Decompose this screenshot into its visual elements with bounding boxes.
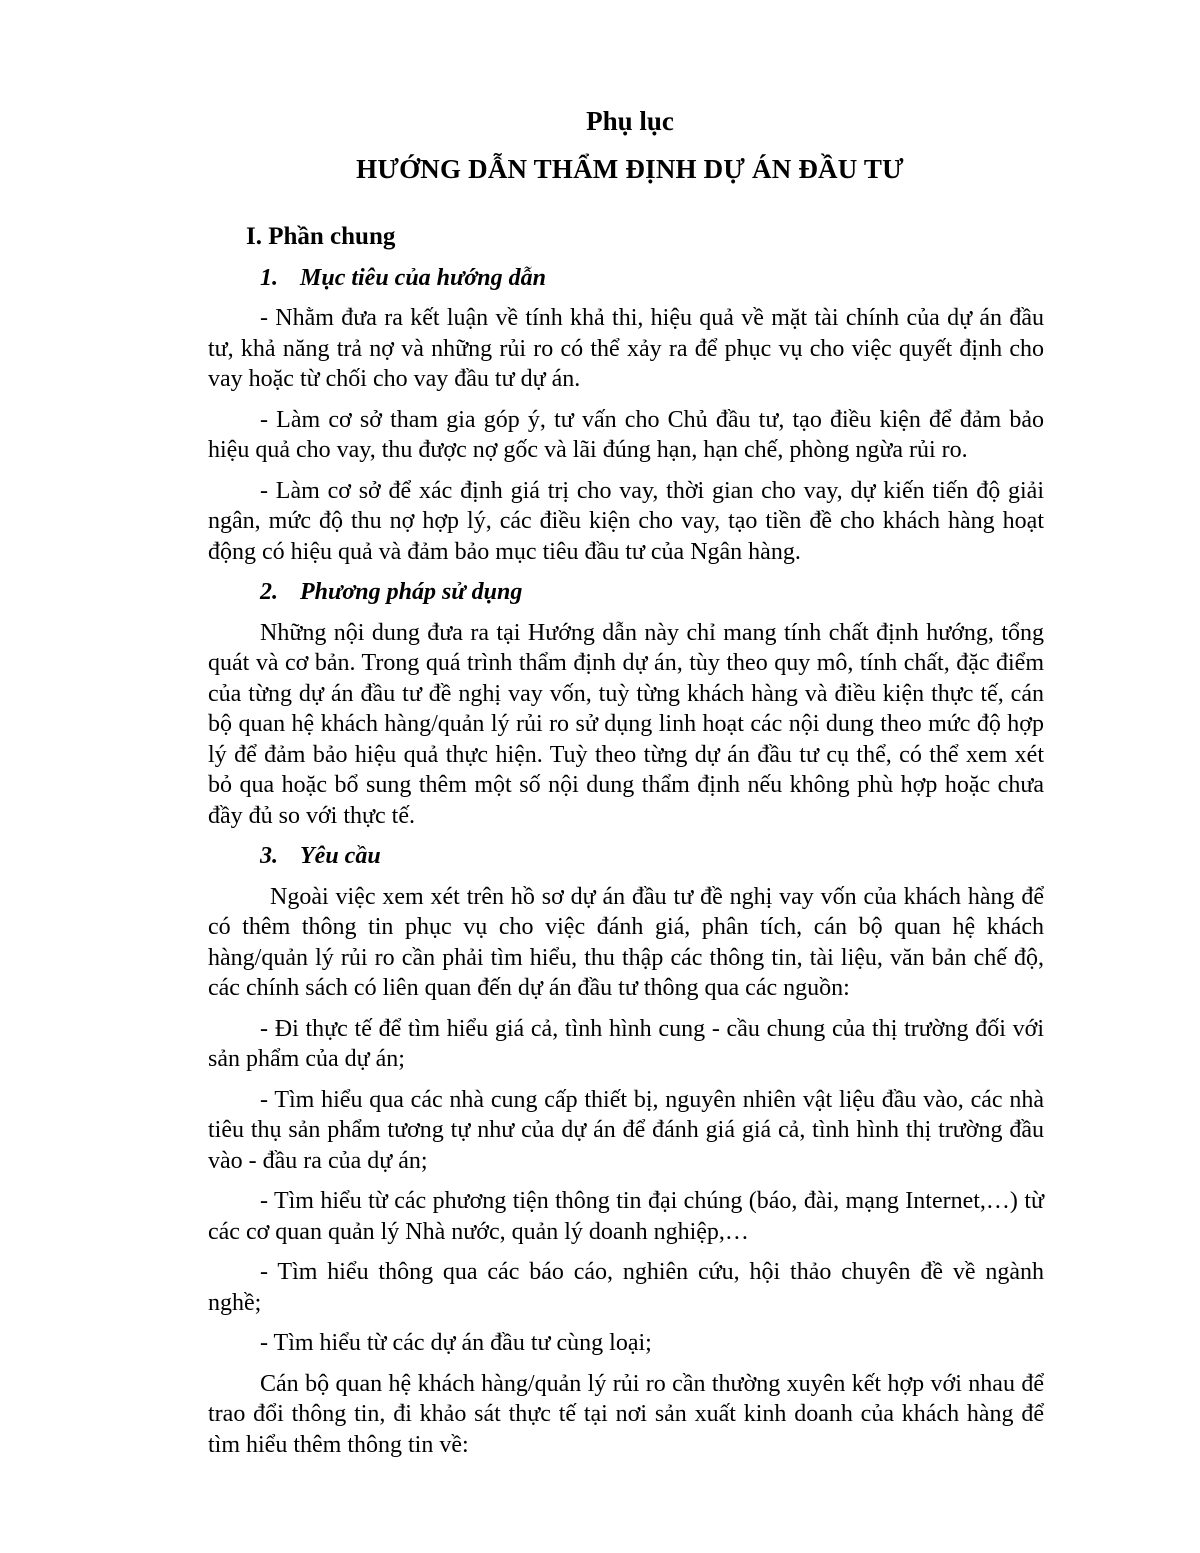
subsection-title: Phương pháp sử dụng <box>300 579 523 605</box>
subsection-number: 2. <box>260 579 278 605</box>
paragraph: - Làm cơ sở tham gia góp ý, tư vấn cho Chủ đầu tư, tạo điều kiện để đảm bảo hiệu quả cho vay, thu được nợ gốc và lãi đúng hạn, hạn chế, phòng ngừa rủi ro. <box>208 406 1044 463</box>
paragraph: - Tìm hiểu qua các nhà cung cấp thiết bị, nguyên nhiên vật liệu đầu vào, các nhà tiêu thụ sản phẩm tương tự như của dự án để đánh giá giá cả, tình hình thị trường đầu vào - đầu ra của dự án; <box>208 1086 1044 1174</box>
subsection-title: Yêu cầu <box>300 843 381 869</box>
document-subtitle: HƯỚNG DẪN THẨM ĐỊNH DỰ ÁN ĐẦU TƯ <box>356 154 904 184</box>
paragraph: Cán bộ quan hệ khách hàng/quản lý rủi ro cần thường xuyên kết hợp với nhau để trao đổi thông tin, đi khảo sát thực tế tại nơi sản xuất kinh doanh của khách hàng để tìm hiểu thêm thông tin về: <box>208 1370 1044 1458</box>
subsection-number: 3. <box>260 843 278 869</box>
section-heading: I. Phần chung <box>246 223 396 250</box>
document-title: Phụ lục <box>586 106 674 136</box>
paragraph: - Tìm hiểu từ các phương tiện thông tin đại chúng (báo, đài, mạng Internet,…) từ các cơ quan quản lý Nhà nước, quản lý doanh nghiệp,… <box>208 1188 1044 1245</box>
paragraph: - Tìm hiểu thông qua các báo cáo, nghiên cứu, hội thảo chuyên đề về ngành nghề; <box>208 1259 1044 1316</box>
paragraph: - Làm cơ sở để xác định giá trị cho vay, thời gian cho vay, dự kiến tiến độ giải ngân, mức độ thu nợ hợp lý, các điều kiện cho vay, tạo tiền đề cho khách hàng hoạt động có hiệu quả và đảm bảo mục tiêu đầu tư của Ngân hàng. <box>208 477 1044 565</box>
paragraph: - Tìm hiểu từ các dự án đầu tư cùng loại; <box>260 1330 652 1356</box>
subsection-heading-3 <box>260 841 1044 872</box>
subsection-heading-1 <box>260 263 1044 294</box>
subsection-number: 1. <box>260 264 278 291</box>
paragraph: Những nội dung đưa ra tại Hướng dẫn này chỉ mang tính chất định hướng, tổng quát và cơ bản. Trong quá trình thẩm định dự án, tùy theo quy mô, tính chất, đặc điểm của từng dự án đầu tư đề nghị vay vốn, tuỳ từng khách hàng và điều kiện thực tế, cán bộ quan hệ khách hàng/quản lý rủi ro sử dụng linh hoạt các nội dung theo mức độ hợp lý để đảm bảo hiệu quả thực hiện. Tuỳ theo từng dự án đầu tư cụ thể, có thể xem xét bỏ qua hoặc bổ sung thêm một số nội dung thẩm định nếu không phù hợp hoặc chưa đầy đủ so với thực tế. <box>208 619 1044 829</box>
paragraph: Ngoài việc xem xét trên hồ sơ dự án đầu tư đề nghị vay vốn của khách hàng để có thêm thông tin phục vụ cho việc đánh giá, phân tích, cán bộ quan hệ khách hàng/quản lý rủi ro cần phải tìm hiểu, thu thập các thông tin, tài liệu, văn bản chế độ, các chính sách có liên quan đến dự án đầu tư thông qua các nguồn: <box>208 883 1044 1001</box>
paragraph: - Đi thực tế để tìm hiểu giá cả, tình hình cung - cầu chung của thị trường đối với sản phẩm của dự án; <box>208 1015 1044 1072</box>
subsection-heading-2 <box>260 577 1044 608</box>
paragraph: - Nhằm đưa ra kết luận về tính khả thi, hiệu quả về mặt tài chính của dự án đầu tư, khả năng trả nợ và những rủi ro có thể xảy ra để phục vụ cho việc quyết định cho vay hoặc từ chối cho vay đầu tư dự án. <box>208 305 1044 392</box>
document-body <box>208 222 1044 1470</box>
subsection-title: Mục tiêu của hướng dẫn <box>300 264 546 291</box>
